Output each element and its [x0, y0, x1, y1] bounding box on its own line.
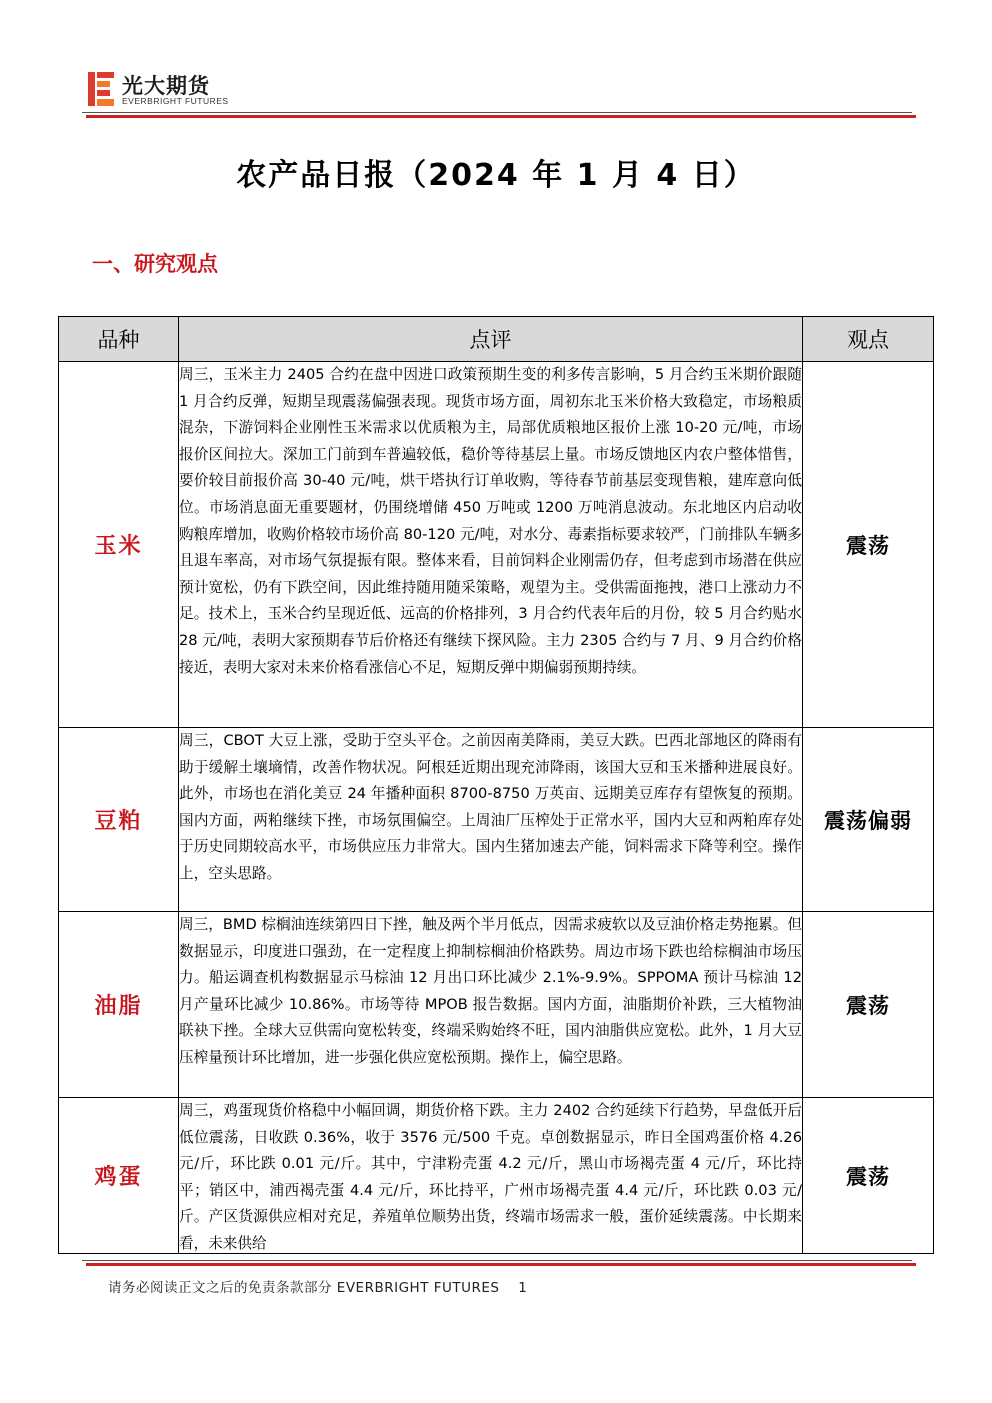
view-cell: 震荡: [803, 1098, 934, 1254]
research-view-table: [58, 316, 934, 1254]
comment-cell: 周三，BMD 棕榈油连续第四日下挫，触及两个半月低点，因需求疲软以及豆油价格走势拖累。但数据显示，印度进口强劲，在一定程度上抑制棕榈油价格跌势。周边市场下跌也给棕榈油市场压力。船运调查机构数据显示马棕油 12 月出口环比减少 2.1%-9.9%。SPPOMA 预计马棕油 12 月产量环比减少 10.86%。市场等待 MPOB 报告数据。国内方面，油脂期价补跌，三大植物油联袂下挫。全球大豆供需向宽松转变，终端采购始终不旺，国内油脂供应宽松。此外，1 月大豆压榨量预计环比增加，进一步强化供应宽松预期。操作上，偏空思路。: [179, 912, 803, 1098]
table-header-row: [59, 317, 934, 362]
brand-name-cn: 光大期货: [122, 74, 210, 98]
footer-divider: [82, 1260, 912, 1261]
variety-cell: 油脂: [59, 912, 179, 1098]
section-heading: 一、研究观点: [92, 252, 218, 276]
comment-cell: 周三，玉米主力 2405 合约在盘中因进口政策预期生变的利多传言影响，5 月合约玉米期价跟随 1 月合约反弹，短期呈现震荡偏强表现。现货市场方面，周初东北玉米价格大致稳定，市场粮质混杂，下游饲料企业刚性玉米需求以优质粮为主，局部优质粮地区报价上涨 10-20 元/吨，市场报价区间拉大。深加工门前到车普遍较低，稳价等待基层上量。市场反馈地区内农户整体惜售，要价较目前报价高 30-40 元/吨，烘干塔执行订单收购，等待春节前基层变现售粮，建库意向低位。市场消息面无重要题材，仍围绕增储 450 万吨或 1200 万吨消息波动。东北地区内启动收购粮库增加，收购价格较市场价高 80-120 元/吨，对水分、毒素指标要求较严，门前排队车辆多且退车率高，对市场气氛提振有限。整体来看，目前饲料企业刚需仍存，但考虑到市场潜在供应预计宽松，仍有下跌空间，因此维持随用随采策略，观望为主。受供需面拖拽，港口上涨动力不足。技术上，玉米合约呈现近低、远高的价格排列，3 月合约代表年后的月份，较 5 月合约贴水 28 元/吨，表明大家预期春节后价格还有继续下探风险。主力 2305 合约与 7 月、9 月合约价格接近，表明大家对未来价格看涨信心不足，短期反弹中期偏弱预期持续。: [179, 362, 803, 728]
logo-mark-icon: [88, 72, 114, 106]
table-row-soymeal: [59, 728, 934, 912]
footer-divider-accent: [86, 1263, 916, 1266]
company-logo: [88, 70, 238, 110]
view-cell: 震荡: [803, 362, 934, 728]
view-cell: 震荡: [803, 912, 934, 1098]
variety-cell: 豆粕: [59, 728, 179, 912]
column-header-variety: 品种: [59, 317, 179, 362]
page-footer: [108, 1276, 527, 1296]
comment-text: 周三，鸡蛋现货价格稳中小幅回调，期货价格下跌。主力 2402 合约延续下行趋势，早盘低开后低位震荡，日收跌 0.36%，收于 3576 元/500 千克。卓创数据显示，昨日全国鸡蛋价格 4.26 元/斤，环比跌 0.01 元/斤。其中，宁津粉壳蛋 4.2 元/斤，黑山市场褐壳蛋 4 元/斤，环比持平；销区中，浦西褐壳蛋 4.4 元/斤，环比持平，广州市场褐壳蛋 4.4 元/斤，环比跌 0.03 元/斤。产区货源供应相对充足，养殖单位顺势出货，终端市场需求一般，蛋价延续震荡。中长期来看，未来供给: [179, 1102, 802, 1252]
brand-name-en: EVERBRIGHT FUTURES: [122, 96, 229, 106]
header-divider-accent: [86, 115, 916, 118]
table-row-oils: [59, 912, 934, 1098]
variety-cell: 鸡蛋: [59, 1098, 179, 1254]
table-row-eggs: [59, 1098, 934, 1254]
comment-cell: [179, 1098, 803, 1254]
column-header-view: 观点: [803, 317, 934, 362]
view-cell: 震荡偏弱: [803, 728, 934, 912]
variety-cell: 玉米: [59, 362, 179, 728]
comment-cell: 周三，CBOT 大豆上涨，受助于空头平仓。之前因南美降雨，美豆大跌。巴西北部地区的降雨有助于缓解土壤墒情，改善作物状况。阿根廷近期出现充沛降雨，该国大豆和玉米播种进展良好。此外，市场也在消化美豆 24 年播种面积 8700-8750 万英亩、远期美豆库存有望恢复的预期。国内方面，两粕继续下挫，市场氛围偏空。上周油厂压榨处于正常水平，国内大豆和两粕库存处于历史同期较高水平，市场供应压力非常大。国内生猪加速去产能，饲料需求下降等利空。操作上，空头思路。: [179, 728, 803, 912]
column-header-comment: 点评: [179, 317, 803, 362]
footer-disclaimer: 请务必阅读正文之后的免责条款部分 EVERBRIGHT FUTURES: [108, 1280, 500, 1296]
page-number: 1: [518, 1280, 528, 1296]
document-title: 农产品日报（2024 年 1 月 4 日）: [236, 158, 756, 193]
table-row-corn: [59, 362, 934, 728]
header-divider: [82, 112, 912, 113]
